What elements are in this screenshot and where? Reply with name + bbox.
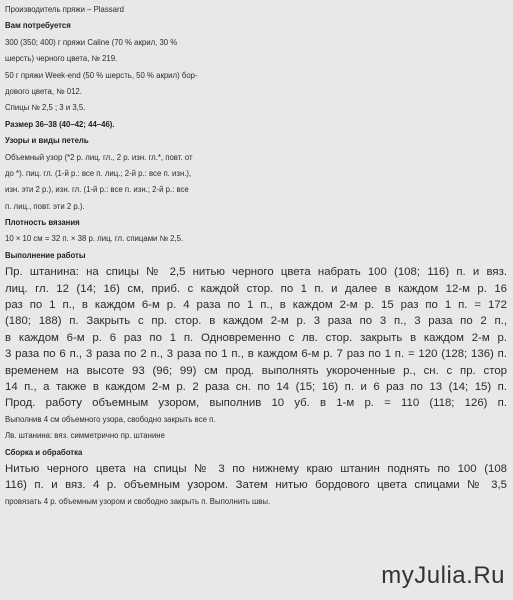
section-heading: Плотность вязания: [5, 218, 80, 228]
text-line: п. лиц., повт. эти 2 р.).: [5, 201, 85, 211]
text-line: провязать 4 р. объемным узором и свободно закрыть п. Выполнить швы.: [5, 496, 271, 506]
text-line: Спицы № 2,5 ; 3 и 3,5.: [5, 103, 86, 113]
text-line: до *). пиц. гл. (1-й р.: все п. лиц.; 2-й р.: все п. изн.),: [5, 168, 192, 178]
text-line: 116) п. и вяз. 4 р. объемным узором. Затем нитью бордового цвета спицами № 3,5: [5, 479, 507, 492]
watermark-part-dot: .: [466, 562, 474, 589]
watermark-part-my: my: [381, 562, 415, 589]
section-heading: Вам потребуется: [5, 21, 71, 31]
text-line: шерсть) черного цвета, № 219.: [5, 54, 118, 64]
text-line: лиц. гл. 12 (14; 16) см, приб. с каждой стор. по 1 п. и далее в каждом 12-м р. 16: [5, 282, 507, 295]
document-text: [5, 2, 507, 510]
section-heading: Выполнение работы: [5, 250, 86, 260]
text-line: изн. эти 2 р.), изн. гл. (1-й р.: все п. изн.; 2-й р.: все: [5, 185, 189, 195]
text-line: Объемный узор (*2 р. лиц. гл., 2 р. изн. гл.*, повт. от: [5, 152, 193, 162]
text-line: дового цвета, № 012.: [5, 86, 82, 96]
site-watermark-logo: [381, 562, 505, 590]
text-line: 10 × 10 см = 32 п. × 38 р. лиц. гл. спицами № 2,5.: [5, 234, 184, 244]
section-heading: Узоры и виды петель: [5, 136, 89, 146]
text-line: 50 г пряжи Week-end (50 % шерсть, 50 % акрил) бор-: [5, 70, 198, 80]
text-line: Нитью черного цвета на спицы № 3 по нижнему краю штанин поднять по 100 (108: [5, 462, 507, 475]
text-line: 300 (350; 400) г пряжи Caline (70 % акрил, 30 %: [5, 37, 178, 47]
text-line: 14 п., а также в каждом 2-м р. 2 раза сн. по 14 (15; 16) п. и 6 раз по 13 (14; 15) п.: [5, 380, 507, 393]
text-line: Выполнив 4 см объемного узора, свободно закрыть все п.: [5, 414, 216, 424]
watermark-part-julia: Julia: [414, 562, 467, 589]
watermark-part-ru: Ru: [473, 562, 505, 589]
text-line: раз по 1 п., в каждом 6-м р. 4 раза по 1 п., в каждом 2-м р. 15 раз по 1 п. = 172: [5, 299, 507, 312]
text-line: Производитель пряжи – Plassard: [5, 5, 124, 14]
text-line: временем на высоте 93 (96; 99) см прод. выполнять укороченные р., сн. с пр. стор: [5, 364, 507, 377]
text-line: Прод. работу объемным узором, выполнив 10 уб. в 1-м р. = 110 (118; 126) п.: [5, 397, 507, 410]
text-line: в каждом 6-м р. 6 раз по 1 п. Одновременно с лв. стор. закрыть в каждом 2-м р.: [5, 331, 507, 344]
section-heading: Сборка и обработка: [5, 447, 83, 457]
text-line: 3 раза по 6 п., 3 раза по 2 п., 3 раза по 1 п., в каждом 6-м р. 7 раз по 1 п. = 120 (128; 136) п.: [5, 348, 507, 361]
section-heading: Размер 36–38 (40–42; 44–46).: [5, 119, 115, 129]
text-line: Лв. штанина: вяз. симметрично пр. штанине: [5, 431, 165, 441]
text-line: (180; 188) п. Закрыть с пр. стор. в каждом 2-м р. 3 раза по 3 п., 3 раза по 2 п.,: [5, 315, 507, 328]
text-line: Пр. штанина: на спицы № 2,5 нитью черного цвета набрать 100 (108; 116) п. и вяз.: [5, 266, 507, 279]
